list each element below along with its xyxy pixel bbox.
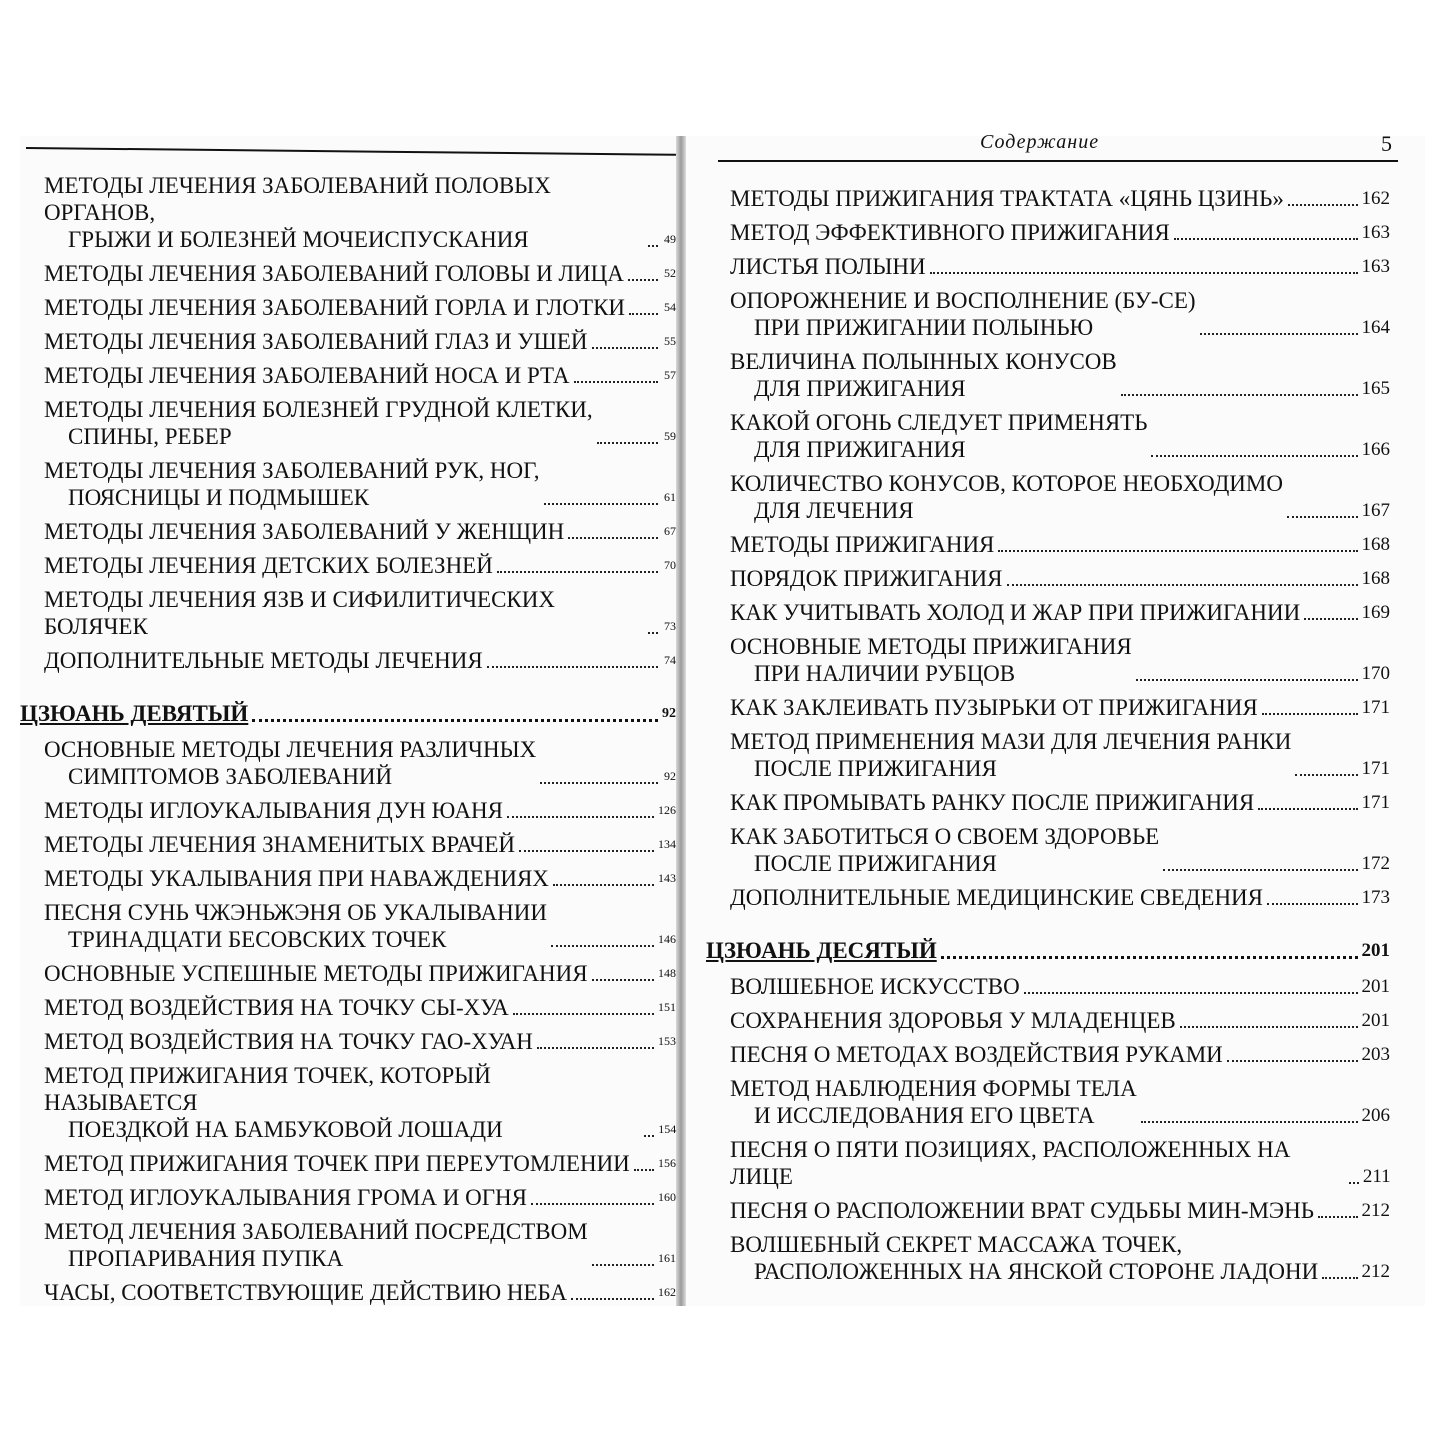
running-header-title: Содержание (980, 131, 1100, 153)
toc-entry-line: ПРОПАРИВАНИЯ ПУПКА (68, 1246, 344, 1271)
toc-entry (44, 899, 676, 953)
toc-entry-line: ПОСЛЕ ПРИЖИГАНИЯ (754, 851, 997, 876)
toc-entry-page: 154 (658, 1122, 677, 1136)
toc-entry-line: ВЕЛИЧИНА ПОЛЫННЫХ КОНУСОВ (730, 349, 1117, 374)
toc-entry-line: СИМПТОМОВ ЗАБОЛЕВАНИЙ (68, 764, 393, 789)
leader-dots (497, 571, 658, 573)
toc-entry-title (44, 396, 593, 450)
toc-entry-page: 166 (1361, 439, 1390, 460)
leader-dots (531, 1203, 654, 1205)
toc-entry-page: 168 (1361, 534, 1390, 555)
toc-entry (44, 647, 676, 674)
toc-entry-title (44, 1218, 588, 1272)
toc-entry-line: ОСНОВНЫЕ УСПЕШНЫЕ МЕТОДЫ ПРИЖИГАНИЯ (44, 961, 588, 986)
toc-entry-line: МЕТОД ЛЕЧЕНИЯ ЗАБОЛЕВАНИЙ ПОСРЕДСТВОМ (44, 1219, 588, 1244)
toc-entry-title (730, 1231, 1318, 1285)
toc-entry-page: 169 (1361, 602, 1390, 623)
toc-entry-title (730, 531, 994, 558)
toc-entry-line: МЕТОД ИГЛОУКАЛЫВАНИЯ ГРОМА И ОГНЯ (44, 1185, 527, 1210)
leader-dots (592, 979, 654, 981)
leader-dots (998, 550, 1357, 552)
toc-entry (730, 884, 1390, 911)
toc-entry-line: ДЛЯ ПРИЖИГАНИЯ (754, 376, 966, 401)
toc-entry-page: 92 (664, 769, 676, 783)
toc-entry-page: 61 (664, 490, 676, 504)
toc-entry (730, 565, 1390, 592)
leader-dots (1262, 713, 1358, 715)
leader-dots (487, 666, 658, 668)
leader-dots (1141, 1121, 1358, 1123)
toc-entry-line: ПОЕЗДКОЙ НА БАМБУКОВОЙ ЛОШАДИ (68, 1117, 503, 1142)
toc-entry (730, 694, 1390, 721)
toc-entry (44, 172, 676, 253)
toc-entry-page: 171 (1361, 792, 1390, 813)
toc-entry-page: 54 (664, 300, 676, 314)
toc-entry-title (730, 565, 1003, 592)
toc-entry-page: 162 (658, 1285, 676, 1299)
toc-entry-page: 148 (658, 966, 676, 980)
toc-entry (730, 1231, 1390, 1285)
toc-entry-page: 201 (1361, 1010, 1390, 1031)
toc-entry-title (44, 899, 547, 953)
toc-entry (730, 1041, 1390, 1068)
toc-entry-page: 165 (1361, 378, 1390, 399)
toc-entry (730, 1075, 1390, 1129)
toc-entry (44, 736, 676, 790)
toc-entry-line: ПЕСНЯ СУНЬ ЧЖЭНЬЖЭНЯ ОБ УКАЛЫВАНИИ (44, 900, 547, 925)
leader-dots (1258, 808, 1357, 810)
leader-dots (574, 381, 658, 383)
toc-entry (44, 960, 676, 987)
toc-entry (44, 1279, 676, 1306)
toc-entry (730, 470, 1390, 524)
toc-entry-page: 134 (658, 837, 676, 851)
toc-entry (730, 823, 1390, 877)
toc-entry-line: МЕТОДЫ ИГЛОУКАЛЫВАНИЯ ДУН ЮАНЯ (44, 798, 503, 823)
book-gutter (676, 136, 686, 1306)
toc-entry-page: 153 (658, 1034, 676, 1048)
toc-entry-line: ГРЫЖИ И БОЛЕЗНЕЙ МОЧЕИСПУСКАНИЯ (68, 227, 529, 252)
toc-entry-line: ПЕСНЯ О МЕТОДАХ ВОЗДЕЙСТВИЯ РУКАМИ (730, 1042, 1223, 1067)
toc-entry (730, 728, 1390, 782)
toc-entry (730, 1136, 1390, 1190)
toc-entry-page: 163 (1361, 222, 1390, 243)
right-header-rule (718, 160, 1398, 162)
toc-entry (44, 1150, 676, 1177)
toc-entry-page: 156 (658, 1156, 676, 1170)
toc-entry-line: МЕТОДЫ ЛЕЧЕНИЯ БОЛЕЗНЕЙ ГРУДНОЙ КЛЕТКИ, (44, 397, 593, 422)
toc-entry-line: МЕТОДЫ ПРИЖИГАНИЯ ТРАКТАТА «ЦЯНЬ ЦЗИНЬ» (730, 186, 1284, 211)
leader-dots (519, 850, 654, 852)
toc-entry-line: ОПОРОЖНЕНИЕ И ВОСПОЛНЕНИЕ (БУ-СЕ) (730, 288, 1196, 313)
toc-entry-page: 212 (1361, 1200, 1390, 1221)
leader-dots (1024, 992, 1358, 994)
leader-dots (544, 503, 658, 505)
toc-entry-title (730, 470, 1283, 524)
toc-entry-title (730, 823, 1159, 877)
toc-entry-title (44, 647, 483, 674)
toc-entry (730, 219, 1390, 246)
leader-dots (648, 245, 658, 247)
leader-dots (629, 313, 658, 315)
toc-entry-line: ПРИ ПРИЖИГАНИИ ПОЛЫНЬЮ (754, 315, 1094, 340)
toc-entry-title (730, 728, 1291, 782)
toc-entry-title (730, 253, 926, 280)
toc-entry-line: ПЕСНЯ О РАСПОЛОЖЕНИИ ВРАТ СУДЬБЫ МИН-МЭНЬ (730, 1198, 1314, 1223)
toc-entry-line: МЕТОД ПРИЖИГАНИЯ ТОЧЕК, КОТОРЫЙ НАЗЫВАЕТСЯ (44, 1063, 491, 1115)
toc-entry-title (44, 1028, 533, 1055)
toc-entry-title (44, 294, 625, 321)
toc-entry-line: ДОПОЛНИТЕЛЬНЫЕ МЕТОДЫ ЛЕЧЕНИЯ (44, 648, 483, 673)
toc-entry-page: 67 (664, 524, 676, 538)
leader-dots (1007, 584, 1358, 586)
toc-list-right-2 (730, 973, 1390, 1285)
toc-entry-line: МЕТОДЫ ЛЕЧЕНИЯ ЗАБОЛЕВАНИЙ РУК, НОГ, (44, 458, 540, 483)
toc-entry-line: ПОЯСНИЦЫ И ПОДМЫШЕК (68, 485, 370, 510)
toc-entry-title (730, 633, 1132, 687)
toc-entry-page: 160 (658, 1190, 676, 1204)
leader-dots (252, 719, 658, 722)
leader-dots (1163, 869, 1357, 871)
leader-dots (634, 1169, 654, 1171)
toc-entry (44, 328, 676, 355)
toc-entry-page: 74 (664, 653, 676, 667)
toc-entry-title (44, 1150, 630, 1177)
toc-entry-title (44, 831, 515, 858)
toc-entry (730, 287, 1390, 341)
toc-entry (730, 599, 1390, 626)
toc-entry-page: 172 (1361, 853, 1390, 874)
toc-entry-line: МЕТОД ЭФФЕКТИВНОГО ПРИЖИГАНИЯ (730, 220, 1170, 245)
toc-entry-title (730, 599, 1300, 626)
leader-dots (592, 347, 658, 349)
toc-entry-page: 162 (1361, 188, 1390, 209)
toc-entry-line: МЕТОДЫ ЛЕЧЕНИЯ ЗАБОЛЕВАНИЙ ПОЛОВЫХ ОРГАНОВ, (44, 173, 551, 225)
toc-entry-line: КАКОЙ ОГОНЬ СЛЕДУЕТ ПРИМЕНЯТЬ (730, 410, 1148, 435)
toc-entry-title (44, 552, 493, 579)
toc-entry (44, 457, 676, 511)
leader-dots (941, 956, 1358, 959)
toc-entry (44, 260, 676, 287)
toc-entry (44, 552, 676, 579)
toc-entry-page: 143 (658, 871, 676, 885)
toc-entry-page: 170 (1361, 663, 1390, 684)
leader-dots (553, 884, 654, 886)
toc-entry (44, 865, 676, 892)
toc-entry-line: МЕТОДЫ ЛЕЧЕНИЯ ДЕТСКИХ БОЛЕЗНЕЙ (44, 553, 493, 578)
toc-entry (730, 789, 1390, 816)
leader-dots (540, 782, 658, 784)
toc-entry-page: 59 (664, 429, 676, 443)
toc-entry-line: МЕТОДЫ ЛЕЧЕНИЯ ЗАБОЛЕВАНИЙ НОСА И РТА (44, 363, 570, 388)
toc-entry (44, 994, 676, 1021)
toc-entry-page: 201 (1361, 976, 1390, 997)
toc-entry (730, 348, 1390, 402)
toc-entry-title (44, 960, 588, 987)
section-heading-right (706, 937, 1390, 965)
toc-entry-title (44, 994, 509, 1021)
toc-entry-title (44, 1279, 567, 1306)
toc-entry-title (730, 1136, 1345, 1190)
leader-dots (1288, 204, 1358, 206)
toc-entry-line: МЕТОДЫ УКАЛЫВАНИЯ ПРИ НАВАЖДЕНИЯХ (44, 866, 549, 891)
toc-entry (44, 1184, 676, 1211)
section-page: 201 (1361, 940, 1390, 961)
leader-dots (628, 279, 658, 281)
toc-list-right-1 (730, 185, 1390, 911)
toc-entry-title (44, 797, 503, 824)
toc-entry (730, 1197, 1390, 1224)
leader-dots (648, 632, 658, 634)
leader-dots (537, 1047, 654, 1049)
toc-entry-line: МЕТОДЫ ЛЕЧЕНИЯ ЗАБОЛЕВАНИЙ У ЖЕНЩИН (44, 519, 565, 544)
toc-entry-title (44, 172, 644, 253)
toc-entry-title (44, 865, 549, 892)
toc-entry-line: МЕТОДЫ ПРИЖИГАНИЯ (730, 532, 995, 557)
toc-entry-title (730, 884, 1263, 911)
toc-entry-page: 163 (1361, 256, 1390, 277)
leader-dots (568, 537, 658, 539)
leader-dots (1151, 455, 1357, 457)
toc-entry-title (730, 1197, 1314, 1224)
toc-entry-title (730, 789, 1254, 816)
toc-entry-line: МЕТОД ВОЗДЕЙСТВИЯ НА ТОЧКУ ГАО-ХУАН (44, 1029, 533, 1054)
toc-entry-title (730, 185, 1284, 212)
toc-entry-title (44, 1062, 640, 1143)
leader-dots (930, 272, 1358, 274)
toc-entry-page: 164 (1361, 317, 1390, 338)
toc-entry-page: 151 (658, 1000, 676, 1014)
leader-dots (597, 442, 658, 444)
leader-dots (1227, 1060, 1358, 1062)
leader-dots (644, 1135, 654, 1137)
toc-entry-title (730, 287, 1196, 341)
toc-entry-line: ДЛЯ ЛЕЧЕНИЯ (754, 498, 914, 523)
toc-entry-title (730, 219, 1170, 246)
toc-entry-line: СОХРАНЕНИЯ ЗДОРОВЬЯ У МЛАДЕНЦЕВ (730, 1008, 1176, 1033)
toc-entry-line: ПОРЯДОК ПРИЖИГАНИЯ (730, 566, 1003, 591)
toc-entry-line: ТРИНАДЦАТИ БЕСОВСКИХ ТОЧЕК (68, 927, 447, 952)
toc-entry-line: КОЛИЧЕСТВО КОНУСОВ, КОТОРОЕ НЕОБХОДИМО (730, 471, 1283, 496)
leader-dots (1322, 1277, 1357, 1279)
toc-entry (44, 518, 676, 545)
toc-entry-page: 173 (1361, 887, 1390, 908)
toc-entry-line: КАК ПРОМЫВАТЬ РАНКУ ПОСЛЕ ПРИЖИГАНИЯ (730, 790, 1255, 815)
toc-entry (44, 396, 676, 450)
toc-entry-title (730, 694, 1258, 721)
toc-entry-page: 167 (1361, 500, 1390, 521)
toc-entry-page: 73 (664, 619, 676, 633)
section-title: ЦЗЮАНЬ ДЕВЯТЫЙ (20, 701, 249, 726)
toc-entry (730, 253, 1390, 280)
toc-entry-page: 212 (1361, 1261, 1390, 1282)
toc-entry-line: МЕТОДЫ ЛЕЧЕНИЯ ЗАБОЛЕВАНИЙ ГОРЛА И ГЛОТКИ (44, 295, 626, 320)
toc-entry (730, 973, 1390, 1000)
leader-dots (1267, 903, 1357, 905)
toc-entry-title (730, 409, 1147, 463)
leader-dots (1136, 679, 1358, 681)
toc-entry (730, 633, 1390, 687)
leader-dots (551, 945, 654, 947)
toc-entry-title (730, 1075, 1137, 1129)
leader-dots (1349, 1182, 1359, 1184)
toc-entry-line: ПРИ НАЛИЧИИ РУБЦОВ (754, 661, 1016, 686)
toc-entry-title (44, 518, 564, 545)
toc-entry-title (730, 1041, 1223, 1068)
leader-dots (1318, 1216, 1358, 1218)
toc-entry-title (44, 736, 536, 790)
section-title: ЦЗЮАНЬ ДЕСЯТЫЙ (706, 938, 937, 963)
leader-dots (571, 1298, 654, 1300)
toc-entry-page: 161 (658, 1251, 676, 1265)
toc-entry (44, 1062, 676, 1143)
toc-entry-title (44, 260, 624, 287)
toc-entry (44, 586, 676, 640)
section-page: 92 (662, 706, 676, 721)
toc-entry-line: МЕТОД ВОЗДЕЙСТВИЯ НА ТОЧКУ СЫ-ХУА (44, 995, 509, 1020)
section-heading-left (20, 700, 676, 728)
toc-entry-line: КАК ЗАКЛЕИВАТЬ ПУЗЫРЬКИ ОТ ПРИЖИГАНИЯ (730, 695, 1258, 720)
toc-entry-line: МЕТОД НАБЛЮДЕНИЯ ФОРМЫ ТЕЛА (730, 1076, 1137, 1101)
toc-entry-line: ПЕСНЯ О ПЯТИ ПОЗИЦИЯХ, РАСПОЛОЖЕННЫХ НА ЛИЦЕ (730, 1137, 1291, 1189)
toc-entry (44, 1218, 676, 1272)
toc-entry-line: РАСПОЛОЖЕННЫХ НА ЯНСКОЙ СТОРОНЕ ЛАДОНИ (754, 1259, 1319, 1284)
toc-entry-line: ВОЛШЕБНЫЙ СЕКРЕТ МАССАЖА ТОЧЕК, (730, 1232, 1183, 1257)
toc-entry-title (44, 586, 644, 640)
toc-entry (44, 1028, 676, 1055)
leader-dots (1295, 774, 1357, 776)
toc-entry-line: МЕТОДЫ ЛЕЧЕНИЯ ЗАБОЛЕВАНИЙ ГЛАЗ И УШЕЙ (44, 329, 588, 354)
toc-entry-line: ВОЛШЕБНОЕ ИСКУССТВО (730, 974, 1020, 999)
toc-entry-title (730, 973, 1020, 1000)
toc-entry-page: 171 (1361, 758, 1390, 779)
leader-dots (1174, 238, 1358, 240)
toc-entry-title (44, 328, 588, 355)
toc-entry (730, 531, 1390, 558)
toc-entry (730, 185, 1390, 212)
toc-entry (730, 409, 1390, 463)
toc-entry-line: ДОПОЛНИТЕЛЬНЫЕ МЕДИЦИНСКИЕ СВЕДЕНИЯ (730, 885, 1264, 910)
toc-entry-title (44, 1184, 527, 1211)
toc-entry-line: МЕТОДЫ ЛЕЧЕНИЯ ЗНАМЕНИТЫХ ВРАЧЕЙ (44, 832, 516, 857)
toc-entry-page: 49 (664, 232, 676, 246)
toc-entry-line: ДЛЯ ПРИЖИГАНИЯ (754, 437, 966, 462)
leader-dots (1200, 333, 1358, 335)
leader-dots (1304, 618, 1357, 620)
toc-entry-line: И ИССЛЕДОВАНИЯ ЕГО ЦВЕТА (754, 1103, 1095, 1128)
toc-list-left-1 (44, 172, 676, 674)
toc-entry-page: 55 (664, 334, 676, 348)
leader-dots (592, 1264, 654, 1266)
toc-entry-page: 171 (1361, 697, 1390, 718)
leader-dots (1121, 394, 1358, 396)
page-number: 5 (1381, 131, 1392, 156)
toc-entry-page: 126 (658, 803, 676, 817)
toc-entry (44, 797, 676, 824)
toc-entry-line: ЧАСЫ, СООТВЕТСТВУЮЩИЕ ДЕЙСТВИЮ НЕБА (44, 1280, 568, 1305)
toc-entry (44, 294, 676, 321)
toc-entry-line: МЕТОДЫ ЛЕЧЕНИЯ ЯЗВ И СИФИЛИТИЧЕСКИХ БОЛЯЧЕК (44, 587, 555, 639)
toc-entry-line: ПОСЛЕ ПРИЖИГАНИЯ (754, 756, 997, 781)
toc-entry (44, 362, 676, 389)
right-toc (706, 185, 1391, 1292)
toc-entry-line: ОСНОВНЫЕ МЕТОДЫ ЛЕЧЕНИЯ РАЗЛИЧНЫХ (44, 737, 537, 762)
leader-dots (507, 816, 654, 818)
toc-entry-page: 146 (658, 932, 676, 946)
toc-entry (44, 831, 676, 858)
toc-entry-line: МЕТОД ПРИЖИГАНИЯ ТОЧЕК ПРИ ПЕРЕУТОМЛЕНИИ (44, 1151, 630, 1176)
toc-entry-line: ЛИСТЬЯ ПОЛЫНИ (730, 254, 926, 279)
leader-dots (1180, 1026, 1358, 1028)
toc-entry-line: МЕТОДЫ ЛЕЧЕНИЯ ЗАБОЛЕВАНИЙ ГОЛОВЫ И ЛИЦА (44, 261, 624, 286)
left-toc (20, 172, 677, 1313)
toc-entry-page: 57 (664, 368, 676, 382)
toc-entry-title (730, 348, 1117, 402)
toc-entry-line: ОСНОВНЫЕ МЕТОДЫ ПРИЖИГАНИЯ (730, 634, 1132, 659)
toc-list-left-2 (44, 736, 676, 1306)
toc-entry-page: 70 (664, 558, 676, 572)
toc-entry-page: 203 (1361, 1044, 1390, 1065)
toc-entry-line: КАК УЧИТЫВАТЬ ХОЛОД И ЖАР ПРИ ПРИЖИГАНИИ (730, 600, 1301, 625)
toc-entry-page: 211 (1362, 1166, 1391, 1187)
toc-entry-line: СПИНЫ, РЕБЕР (68, 424, 232, 449)
leader-dots (1287, 516, 1358, 518)
toc-entry-title (44, 457, 540, 511)
toc-entry-page: 52 (664, 266, 676, 280)
toc-entry-title (730, 1007, 1176, 1034)
toc-entry-line: КАК ЗАБОТИТЬСЯ О СВОЕМ ЗДОРОВЬЕ (730, 824, 1160, 849)
toc-entry-title (44, 362, 570, 389)
leader-dots (513, 1013, 654, 1015)
toc-entry-line: МЕТОД ПРИМЕНЕНИЯ МАЗИ ДЛЯ ЛЕЧЕНИЯ РАНКИ (730, 729, 1292, 754)
toc-entry-page: 168 (1361, 568, 1390, 589)
toc-entry-page: 206 (1361, 1105, 1390, 1126)
toc-entry (730, 1007, 1390, 1034)
